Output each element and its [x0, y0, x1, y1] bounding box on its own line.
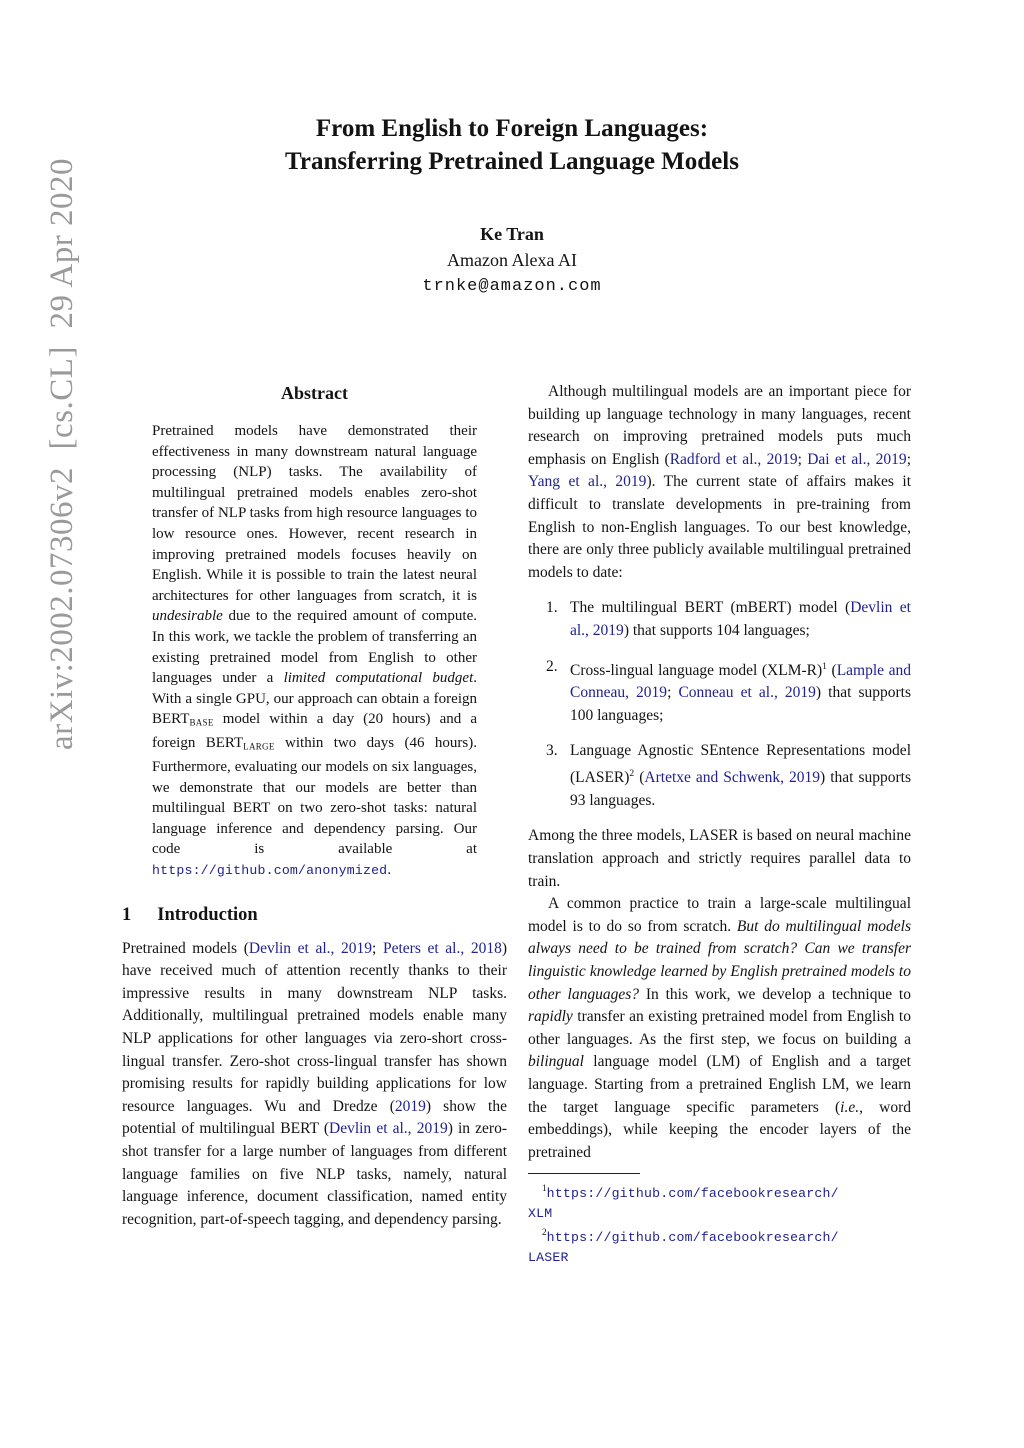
author-block: [0, 222, 1024, 299]
text-run: A common practice to train a large-scale multilingual model is to do so from scratch.: [528, 895, 911, 935]
emphasis-text: bilingual: [528, 1053, 584, 1071]
paper-title-line-1: From English to Foreign Languages:: [315, 115, 709, 142]
citation-link[interactable]: Radford et al., 2019: [669, 450, 798, 468]
emphasis-text: i.e.: [840, 1098, 860, 1116]
author-name: Ke Tran: [480, 224, 544, 244]
text-run: , word embeddings), while keeping the encoder layers of the pretrained: [528, 1098, 911, 1161]
footnote-marker: 1: [822, 660, 827, 672]
citation-link[interactable]: 2019: [394, 1097, 426, 1115]
text-run: Pretrained models have demonstrated their effectiveness in many downstream natural language processing (NLP) tasks. The availability of multilingual pretrained models enables zero-shot transfer of NLP tasks from high resource languages to low resource ones. However, recent research in improving pretrained models focuses heavily on English. While it is possible to train the latest neural architectures for other languages from scratch, it is: [152, 423, 477, 604]
footnote-2: [528, 1224, 911, 1267]
abstract-body: [122, 421, 507, 882]
url-link[interactable]: https://github.com/anonymized: [152, 862, 388, 878]
citation-link[interactable]: Conneau et al., 2019: [678, 684, 816, 702]
citation-link[interactable]: Artetxe and Schwenk, 2019: [644, 769, 821, 787]
text-run: The multilingual BERT (mBERT) model (: [570, 599, 851, 617]
list-item: [546, 656, 911, 728]
emphasis-text: undesirable: [152, 608, 223, 625]
text-run: (: [634, 769, 645, 787]
emphasis-text: limited computational budget: [283, 670, 474, 687]
text-run: Cross-lingual language model (XLM-R): [570, 661, 823, 679]
author-email[interactable]: trnke@amazon.com: [422, 277, 602, 296]
text-run: . With a single GPU, our approach can obtain a foreign BERT: [152, 670, 477, 728]
list-item-number: 2.: [546, 657, 558, 675]
text-run: ;: [372, 939, 383, 957]
citation-link[interactable]: Devlin et al., 2019: [329, 1120, 448, 1138]
text-run: .: [387, 861, 392, 878]
text-run: ) in zero-shot transfer for a large number of languages from different language families on five NLP tasks, namely, natural language inference, document classification, named entity recognition, part-of-speech tagging, and dependency parsing.: [122, 1120, 508, 1228]
citation-link[interactable]: Peters et al., 2018: [382, 939, 502, 957]
list-item-number: 1.: [546, 599, 558, 617]
url-link[interactable]: https://github.com/facebookresearch/: [546, 1230, 839, 1246]
text-run: In this work, we develop a technique to: [639, 985, 911, 1003]
author-affiliation: Amazon Alexa AI: [447, 250, 577, 270]
text-run: Language Agnostic SEntence Representations model (LASER): [570, 742, 911, 787]
right-paragraph-3: [528, 893, 911, 1164]
footnote-1: [528, 1180, 911, 1223]
text-run: ). The current state of affairs makes it difficult to translate developments in pre-training from English to non-English languages. To our best knowledge, there are only three publicly available multilingual pretrained models to date:: [528, 473, 911, 581]
intro-paragraph: [122, 938, 507, 1232]
abstract-heading: Abstract: [281, 383, 348, 403]
text-run: due to the required amount of compute. In this work, we tackle the problem of transferring an existing pretrained model from English to other languages under a: [152, 608, 477, 687]
text-run: ) that supports 104 languages;: [623, 621, 810, 639]
text-run: ) that supports 93 languages.: [570, 769, 912, 809]
section-heading-introduction: [122, 905, 507, 926]
text-run: within two days (46 hours). Furthermore, evaluating our models on six languages, we demonstrate that our models are better than multilingual BERT on two zero-shot tasks: natural language inference and dependency parsing. Our code is available at: [152, 735, 477, 858]
citation-link[interactable]: Lample and Conneau, 2019: [570, 661, 911, 702]
footnote-marker: 1: [542, 1184, 547, 1195]
right-paragraph-2: [528, 825, 911, 893]
text-run: Although multilingual models are an important piece for building up language technology in many languages, recent research on improving pretrained models puts much emphasis on English (: [528, 383, 911, 468]
footnote-marker: 2: [542, 1228, 547, 1239]
emphasis-text: rapidly: [528, 1008, 573, 1026]
text-run: ) show the potential of multilingual BERT (: [122, 1097, 507, 1138]
text-run: Pretrained models (: [122, 939, 249, 957]
footnote-block: [528, 1173, 911, 1267]
list-item-text: [570, 740, 911, 812]
list-item: [546, 597, 911, 642]
url-link[interactable]: https://github.com/facebookresearch/: [546, 1186, 839, 1202]
text-run: ) that supports 100 languages;: [570, 684, 911, 724]
subscript-text: BASE: [189, 717, 214, 728]
citation-link[interactable]: Devlin et al., 2019: [570, 599, 911, 639]
citation-link[interactable]: Devlin et al., 2019: [248, 939, 373, 957]
right-column: [528, 381, 911, 1267]
text-run: ;: [906, 450, 911, 468]
models-list: [546, 597, 911, 812]
text-run: transfer an existing pretrained model from English to other languages. As the first step, we focus on building a: [528, 1008, 911, 1048]
list-item-number: 3.: [546, 742, 558, 760]
left-column: [122, 383, 507, 1231]
paper-title-line-2: Transferring Pretrained Language Models: [285, 148, 739, 175]
list-item-text: [570, 597, 911, 642]
list-item: [546, 740, 911, 812]
list-item-text: [570, 656, 911, 728]
text-run: model within a day (20 hours) and a foreign BERT: [152, 711, 477, 752]
section-number: 1: [122, 904, 132, 925]
subscript-text: LARGE: [243, 741, 275, 752]
emphasis-text: But do multilingual models always need to be trained from scratch? Can we transfer linguistic knowledge learned by English pretrained models to other languages?: [528, 917, 911, 1003]
url-link[interactable]: XLM: [528, 1205, 553, 1221]
right-paragraph-1: [528, 381, 911, 584]
footnote-rule: [528, 1173, 640, 1174]
text-run: Among the three models, LASER is based on neural machine translation approach and strictly requires parallel data to train.: [528, 827, 911, 890]
text-run: ;: [797, 450, 808, 468]
footnote-marker: 2: [629, 768, 635, 780]
section-title: Introduction: [157, 904, 258, 925]
text-run: (: [826, 661, 837, 679]
text-run: ;: [667, 684, 679, 702]
text-run: language model (LM) of English and a target language. Starting from a pretrained English LM, we learn the target language specific parameters (: [528, 1053, 911, 1116]
paper-page: arXiv:2002.07306v2 [cs.CL] 29 Apr 2020 From English to Foreign Languages: Transferring Pretrained Language Models Ke Tran Amazon Alexa AI trnke@amazon.com Abstract Pretrained models have demonstrated their effectiveness in many downstream natural language processing (NLP) tasks. The availability of multilingual pretrained models enables zero-shot transfer of NLP tasks from high resource languages to low resource ones. However, recent research in improving pretrained models focuses heavily on English. While it is possible to train the latest neural architectures for other languages from scratch, it is undesirable due to the required amount of compute. In this work, we tackle the problem of transferring an existing pretrained model from English to other languages under a limited computational budget. With a single GPU, our approach can obtain a foreign BERTBASE model within a day (20 hours) and a foreign BERTLARGE within two days (46 hours). Furthermore, evaluating our models on six languages, we demonstrate that our models are better than multilingual BERT on two zero-shot tasks: natural language inference and dependency parsing. Our code is available at https://github.com/anonymized. 1 Introduction Pretrained models (Devlin et al., 2019; Peters et al., 2018) have received much of attention recently thanks to their impressive results in many downstream NLP tasks. Additionally, multilingual pretrained models enable many NLP applications for other languages via zero-short cross-lingual transfer. Zero-shot cross-lingual transfer has shown promising results for rapidly building applications for low resource languages. Wu and Dredze (2019) show the potential of multilingual BERT (Devlin et al., 2019) in zero-shot transfer for a large number of languages from different language families on five NLP tasks, namely, natural language inference, document classification, named entity recognition, part-of-speech tagging, and dependency parsing. Although multilingual models are an important piece for building up language technology in many languages, recent research on improving pretrained models puts much emphasis on English (Radford et al., 2019; Dai et al., 2019; Yang et al., 2019). The current state of affairs makes it difficult to translate developments in pre-training from English to non-English languages. To our best knowledge, there are only three publicly available multilingual pretrained models to date: 1. The multilingual BERT (mBERT) model (Devlin et al., 2019) that supports 104 languages; 2. Cross-lingual language model $(XLM-R)^1$ (Lample and Conneau, 2019; Conneau et al., 2019) that supports 100 languages; 3. Language Agnostic SEntence Representations model (LASER)$^2$ (Artetxe and Schwenk, 2019) that supports 93 languages. Among the three models, LASER is based on neural machine translation approach and strictly requires parallel data to train. A common practice to train a large-scale multilingual model is to do so from scratch. But do multilingual models always need to be trained from scratch? Can we transfer linguistic knowledge learned by English pretrained models to other languages? In this work, we develop a technique to rapidly transfer an existing pretrained model from English to other languages. As the first step, we focus on building a bilingual language model (LM) of English and a target language. Starting from a pretrained English LM, we learn the target language specific parameters (i.e., word embeddings), while keeping the encoder layers of the pretrained $^1$https://github.com/facebookresearch/ XLM $^2$https://github.com/facebookresearch/ LASER: [0, 0, 1024, 1448]
citation-link[interactable]: Dai et al., 2019: [807, 450, 907, 468]
title-block: [0, 112, 1024, 178]
text-run: ) have received much of attention recently thanks to their impressive results in many downstream NLP tasks. Additionally, multilingual pretrained models enable many NLP applications for other languages via zero-short cross-lingual transfer. Zero-shot cross-lingual transfer has shown promising results for rapidly building applications for low resource languages. Wu and Dredze (: [122, 939, 508, 1115]
citation-link[interactable]: Yang et al., 2019: [528, 473, 647, 491]
url-link[interactable]: LASER: [528, 1249, 569, 1265]
